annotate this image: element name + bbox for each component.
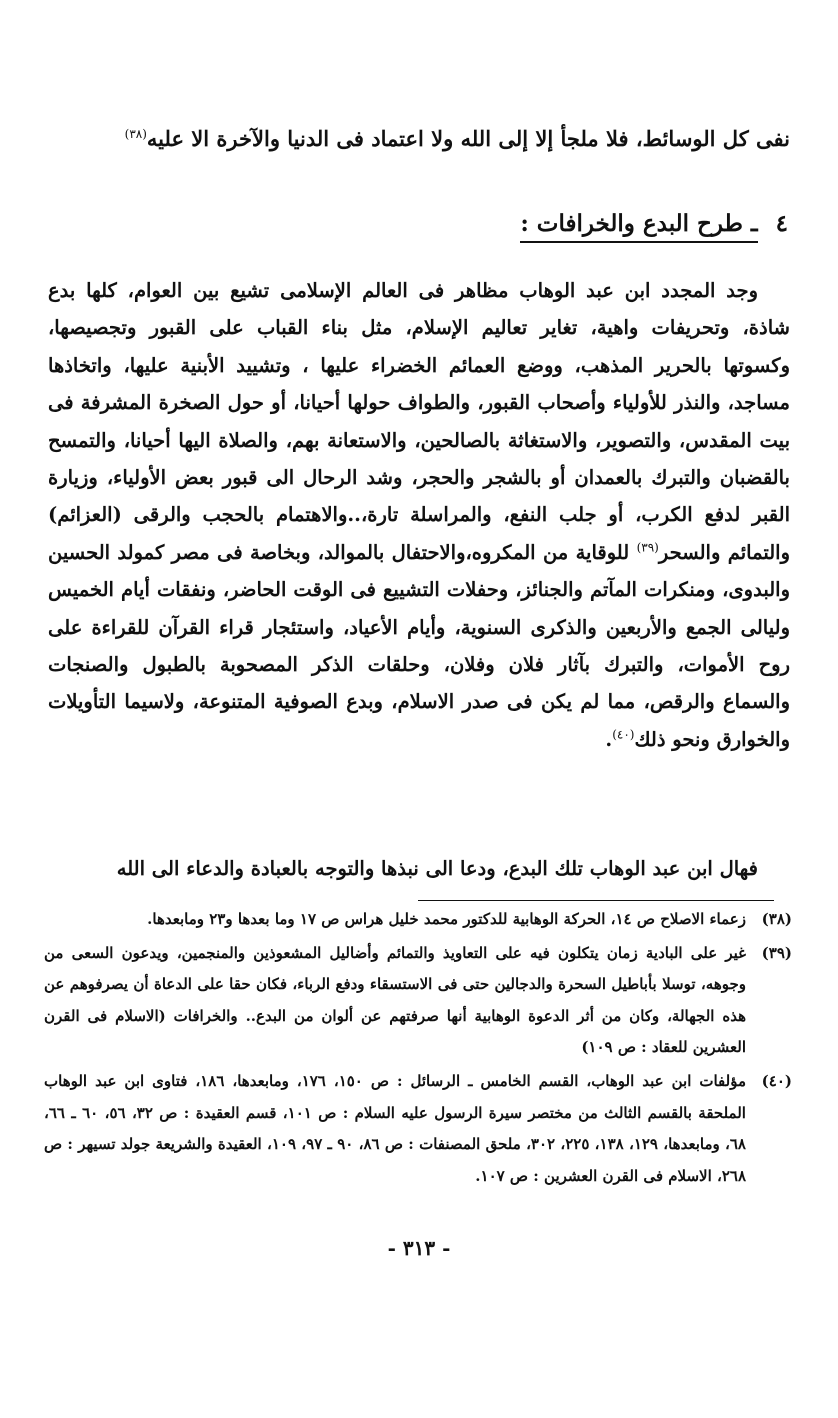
footnote-number: (٣٨) [761, 910, 792, 928]
continuation-line [40, 122, 790, 156]
footnote-ref-39: (٣٩) [636, 540, 659, 555]
section-title: ـ طرح البدع والخرافات : [520, 210, 757, 243]
footnote-ref-40: (٤٠) [612, 727, 635, 742]
section-heading [520, 206, 788, 242]
paragraph-end: . [605, 727, 613, 751]
paragraph-text-part1: وجد المجدد ابن عبد الوهاب مظاهر فى العالم الإسلامى تشيع بين العوام، كلها بدع شاذة، وتحريفات واهية، تغاير تعاليم الإسلام، مثل بناء القباب على القبور وتجصيصها، وكسوتها بالحرير المذهب، ووضع العمائم الخضراء عليها ، وتشييد الأبنية عليها، واتخاذها مساجد، والنذر للأولياء وأصحاب القبور، والطواف حولها أحيانا، أو حول الصخرة المشرفة فى بيت المقدس، والتصوير، والاستغاثة بالصالحين، والاستعانة بهم، والصلاة اليها أحيانا، والتمسح بالقضبان والتبرك بالعمدان أو بالشجر والحجر، وشد الرحال الى قبور بعض الأولياء، وزيارة القبر لدفع الكرب، أو جلب النفع، والمراسلة تارة،..والاهتمام بالحجب والرقى (العزائم) والتمائم والسحر [48, 279, 790, 564]
footnote-number: (٤٠) [761, 1071, 792, 1090]
second-paragraph: فهال ابن عبد الوهاب تلك البدع، ودعا الى نبذها والتوجه بالعبادة والدعاء الى الله [116, 857, 758, 880]
footnote-text: مؤلفات ابن عبد الوهاب، القسم الخامس ـ الرسائل : ص ١٥٠، ١٧٦، ومابعدها، ١٨٦، فتاوى ابن عبد الوهاب الملحقة بالقسم الثالث من مختصر سيرة الرسول عليه السلام : ص ١٠١، قسم العقيدة : ص ٣٢، ٥٦، ٦٠ ـ ٦٦، ٦٨، ومابعدها، ١٢٩، ١٣٨، ٢٢٥، ٣٠٢، ملحق المصنفات : ص ٨٦، ٩٠ ـ ٩٧، ١٠٩، العقيدة والشريعة جولد تسيهر : ص ٢٦٨، الاسلام فى القرن العشرين : ص ١٠٧. [44, 1071, 746, 1185]
footnote-40 [44, 1066, 792, 1192]
section-number: ٤ [775, 210, 788, 237]
page-number: - ٣١٣ - [387, 1236, 451, 1260]
continuation-text: نفى كل الوسائط، فلا ملجأ إلا إلى الله ولا اعتماد فى الدنيا والآخرة الا عليه [146, 126, 790, 151]
footnote-38 [44, 904, 792, 936]
paragraph-text-part2: للوقاية من المكروه،والاحتفال بالموالد، وبخاصة فى مصر كمولد الحسين والبدوى، ومنكرات المآتم والجنائز، وحفلات التشييع فى الوقت الحاضر، ونفقات أيام الخميس وليالى الجمع والأربعين والذكرى السنوية، وأيام الأعياد، واستئجار قراء القرآن للقراءة على روح الأموات، والتبرك بآثار فلان وفلان، وحلقات الذكر المصحوبة بالطبول والصنجات والسماع والرقص، مما لم يكن فى صدر الاسلام، وبدع الصوفية المتنوعة، ولاسيما التأويلات والخوارق ونحو ذلك [48, 540, 790, 751]
footnote-39 [44, 938, 792, 1064]
footnote-separator [418, 900, 774, 901]
main-paragraph [48, 272, 790, 758]
footnote-text: زعماء الاصلاح ص ١٤، الحركة الوهابية للدكتور محمد خليل هراس ص ١٧ وما بعدها و٢٣ ومابعدها. [147, 910, 746, 928]
footnote-number: (٣٩) [761, 943, 792, 962]
footnote-ref-38: (٣٨) [124, 127, 147, 141]
footnote-text: غير على البادية زمان يتكلون فيه على التعاويذ والتمائم وأضاليل المشعوذين والمنجمين، ويدعون السعى من وجوهه، توسلا بأباطيل السحرة والدجالين حتى فى الاستسقاء ودفع الرباء، فكان حقا على الدعاة أن يصرفوهم عن هذه الجهالة، وكان من أثر الدعوة الوهابية أنها صرفتهم عن ألوان من البدع.. والخرافات (الاسلام فى القرن العشرين للعقاد : ص ١٠٩) [44, 943, 746, 1057]
footnotes [44, 904, 792, 1192]
